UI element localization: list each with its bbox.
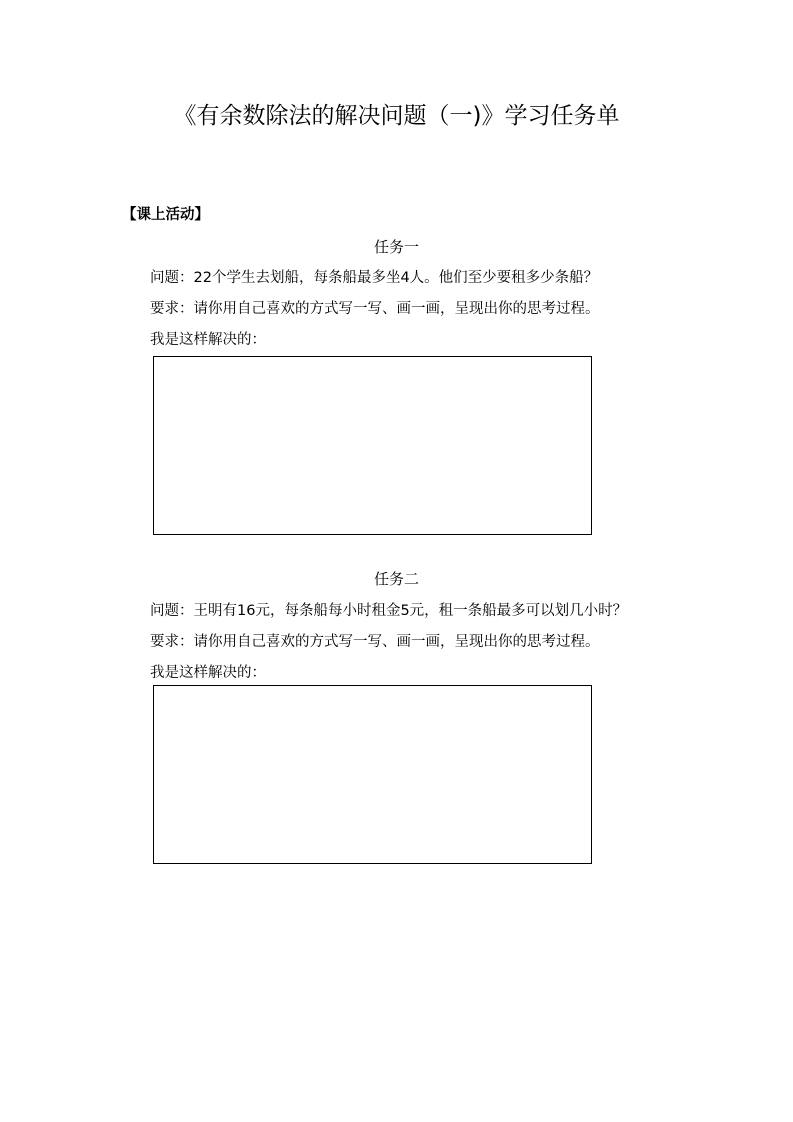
section-label: 【课上活动】: [122, 207, 209, 223]
task-1-requirement: 要求：请你用自己喜欢的方式写一写、画一画，呈现出你的思考过程。: [150, 301, 600, 317]
task-2-answer-box[interactable]: [153, 685, 592, 864]
task-1-heading: 任务一: [373, 238, 419, 256]
task-2-requirement: 要求：请你用自己喜欢的方式写一写、画一画，呈现出你的思考过程。: [150, 634, 600, 650]
task-1-solution-prompt: 我是这样解决的：: [150, 332, 266, 348]
task-1-question: 问题：22个学生去划船，每条船最多坐4人。他们至少要租多少条船？: [150, 270, 599, 286]
page-title: 《有余数除法的解决问题（一)》学习任务单: [173, 103, 620, 129]
task-2-heading: 任务二: [373, 570, 419, 588]
task-1-answer-box[interactable]: [153, 356, 592, 535]
task-2-question: 问题：王明有16元，每条船每小时租金5元，租一条船最多可以划几小时？: [150, 603, 628, 619]
task-2-solution-prompt: 我是这样解决的：: [150, 665, 266, 681]
